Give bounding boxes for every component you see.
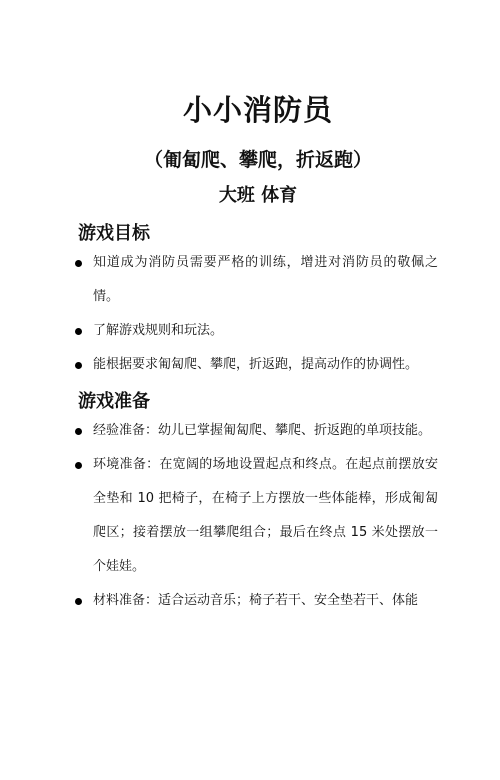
document-page [0, 92, 500, 780]
list-item-text: 经验准备：幼儿已掌握匍匐爬、攀爬、折返跑的单项技能。 [93, 423, 432, 438]
list-item [78, 414, 438, 448]
list-item [78, 348, 438, 382]
page-title: 小小消防员 [182, 93, 333, 127]
list-item-text: 知道成为消防员需要严格的训练，增进对消防员的敬佩之情。 [93, 255, 438, 304]
list-item [78, 246, 438, 314]
section-heading-preparation: 游戏准备 [78, 391, 150, 412]
goals-list [78, 246, 438, 382]
bullet-icon [75, 362, 82, 369]
list-item [78, 448, 438, 584]
class-subject-label: 大班 体育 [218, 185, 298, 206]
page-subtitle: （匍匐爬、攀爬，折返跑） [143, 149, 372, 171]
preparation-list [78, 414, 438, 618]
list-item-text: 了解游戏规则和玩法。 [93, 323, 224, 338]
bullet-icon [75, 428, 82, 435]
list-item [78, 584, 438, 618]
list-item-text: 材料准备：适合运动音乐；椅子若干、安全垫若干、体能 [93, 593, 419, 608]
bullet-icon [75, 328, 82, 335]
bullet-icon [75, 598, 82, 605]
section-heading-goals: 游戏目标 [78, 223, 150, 244]
list-item-text: 能根据要求匍匐爬、攀爬，折返跑，提高动作的协调性。 [93, 357, 419, 372]
bullet-icon [75, 462, 82, 469]
bullet-icon [75, 260, 82, 267]
list-item-text: 环境准备：在宽阔的场地设置起点和终点。在起点前摆放安全垫和 10 把椅子，在椅子上方摆放一些体能棒，形成匍匐爬区；接着摆放一组攀爬组合；最后在终点 15 米处摆放一个娃娃。 [93, 457, 438, 574]
list-item [78, 314, 438, 348]
